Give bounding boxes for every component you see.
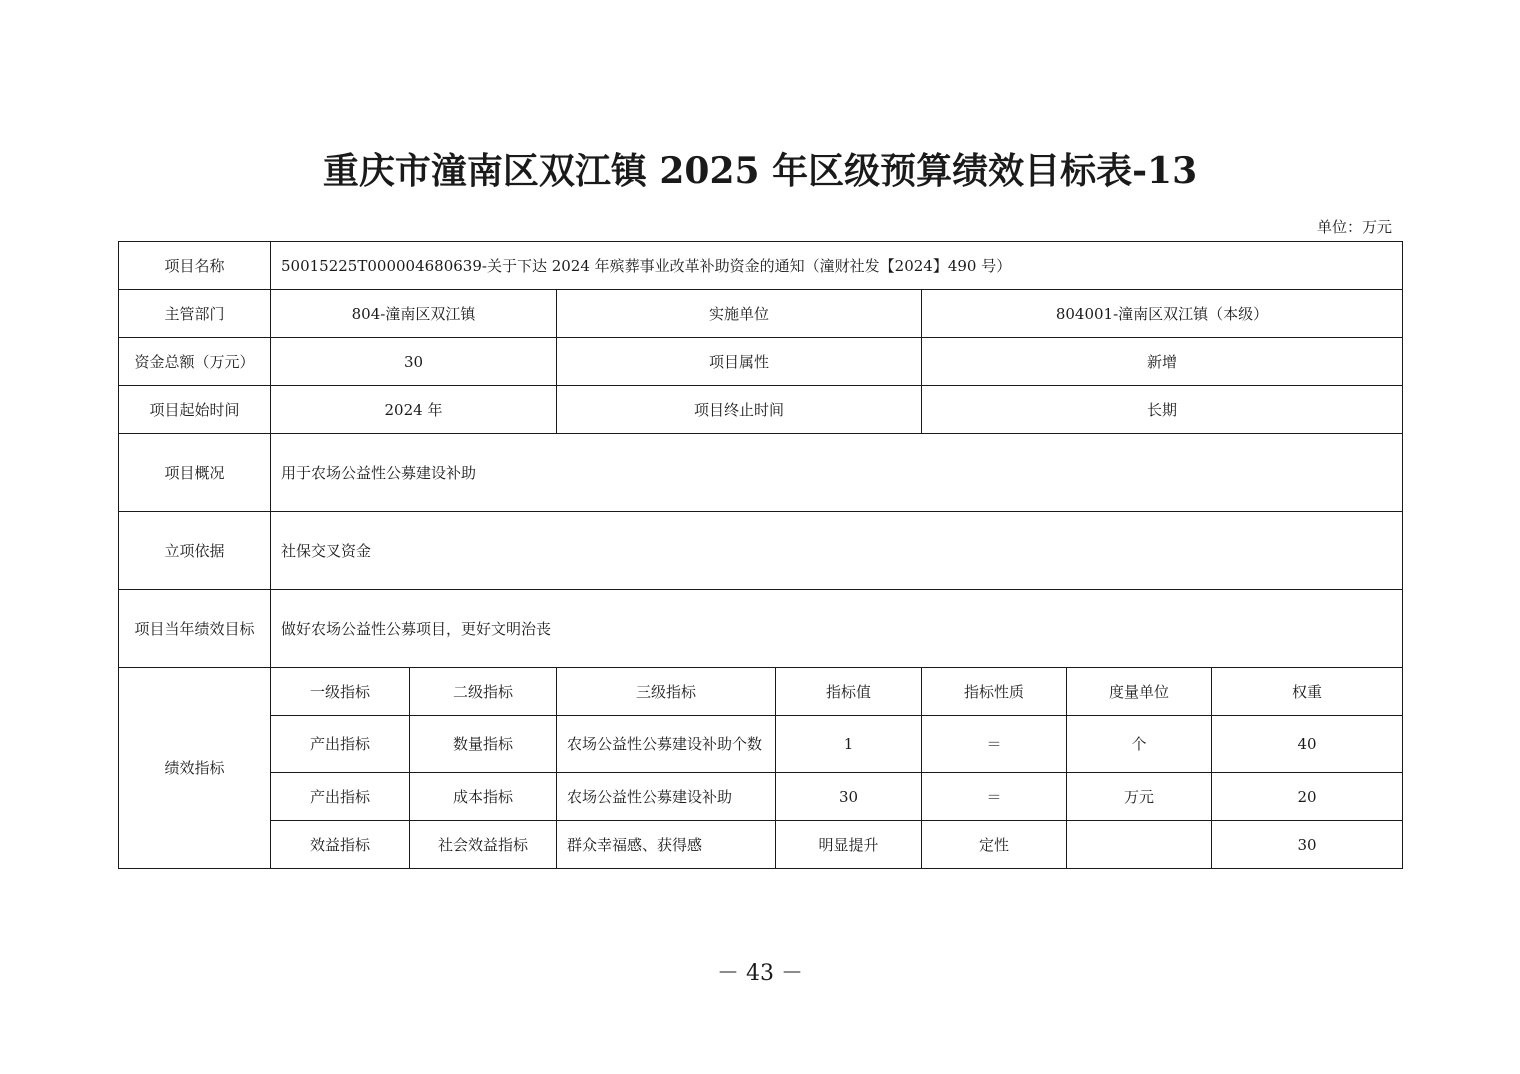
cell-level3: 群众幸福感、获得感	[557, 821, 776, 869]
label-indicators: 绩效指标	[119, 668, 271, 869]
label-implementing-unit: 实施单位	[557, 290, 922, 338]
value-implementing-unit: 804001-潼南区双江镇（本级）	[922, 290, 1403, 338]
label-annual-goal: 项目当年绩效目标	[119, 590, 271, 668]
cell-level3: 农场公益性公募建设补助	[557, 773, 776, 821]
table-row	[119, 773, 1403, 821]
value-start-time: 2024 年	[271, 386, 557, 434]
header-value: 指标值	[776, 668, 922, 716]
cell-unit	[1067, 821, 1212, 869]
row-amount	[119, 338, 1403, 386]
value-department: 804-潼南区双江镇	[271, 290, 557, 338]
page-number: － 43 －	[717, 961, 803, 986]
cell-weight: 40	[1212, 716, 1403, 773]
label-overview: 项目概况	[119, 434, 271, 512]
cell-level2: 社会效益指标	[410, 821, 557, 869]
label-basis: 立项依据	[119, 512, 271, 590]
cell-nature: ＝	[922, 716, 1067, 773]
label-end-time: 项目终止时间	[557, 386, 922, 434]
header-weight: 权重	[1212, 668, 1403, 716]
row-basis	[119, 512, 1403, 590]
header-level2: 二级指标	[410, 668, 557, 716]
row-period	[119, 386, 1403, 434]
header-unit: 度量单位	[1067, 668, 1212, 716]
value-overview: 用于农场公益性公募建设补助	[271, 434, 1403, 512]
value-total-amount: 30	[271, 338, 557, 386]
cell-value: 30	[776, 773, 922, 821]
cell-unit: 万元	[1067, 773, 1212, 821]
table-row	[119, 716, 1403, 773]
value-end-time: 长期	[922, 386, 1403, 434]
row-annual-goal	[119, 590, 1403, 668]
row-project-name	[119, 242, 1403, 290]
cell-unit: 个	[1067, 716, 1212, 773]
header-level3: 三级指标	[557, 668, 776, 716]
label-project-attribute: 项目属性	[557, 338, 922, 386]
label-total-amount: 资金总额（万元）	[119, 338, 271, 386]
value-basis: 社保交叉资金	[271, 512, 1403, 590]
table-row	[119, 821, 1403, 869]
performance-target-table	[118, 241, 1403, 869]
page-title: 重庆市潼南区双江镇 2025 年区级预算绩效目标表-13	[322, 150, 1198, 192]
cell-level1: 产出指标	[271, 773, 410, 821]
label-start-time: 项目起始时间	[119, 386, 271, 434]
value-annual-goal: 做好农场公益性公募项目，更好文明治丧	[271, 590, 1403, 668]
header-level1: 一级指标	[271, 668, 410, 716]
cell-value: 1	[776, 716, 922, 773]
label-department: 主管部门	[119, 290, 271, 338]
header-nature: 指标性质	[922, 668, 1067, 716]
row-overview	[119, 434, 1403, 512]
row-department	[119, 290, 1403, 338]
indicator-header-row	[119, 668, 1403, 716]
cell-nature: ＝	[922, 773, 1067, 821]
cell-level2: 数量指标	[410, 716, 557, 773]
value-project-name: 50015225T000004680639-关于下达 2024 年殡葬事业改革补助资金的通知（潼财社发【2024】490 号）	[271, 242, 1403, 290]
value-project-attribute: 新增	[922, 338, 1403, 386]
cell-level1: 产出指标	[271, 716, 410, 773]
cell-weight: 20	[1212, 773, 1403, 821]
unit-label: 单位：万元	[1316, 218, 1392, 236]
cell-value: 明显提升	[776, 821, 922, 869]
label-project-name: 项目名称	[119, 242, 271, 290]
cell-level3: 农场公益性公募建设补助个数	[557, 716, 776, 773]
cell-level1: 效益指标	[271, 821, 410, 869]
cell-nature: 定性	[922, 821, 1067, 869]
cell-level2: 成本指标	[410, 773, 557, 821]
cell-weight: 30	[1212, 821, 1403, 869]
